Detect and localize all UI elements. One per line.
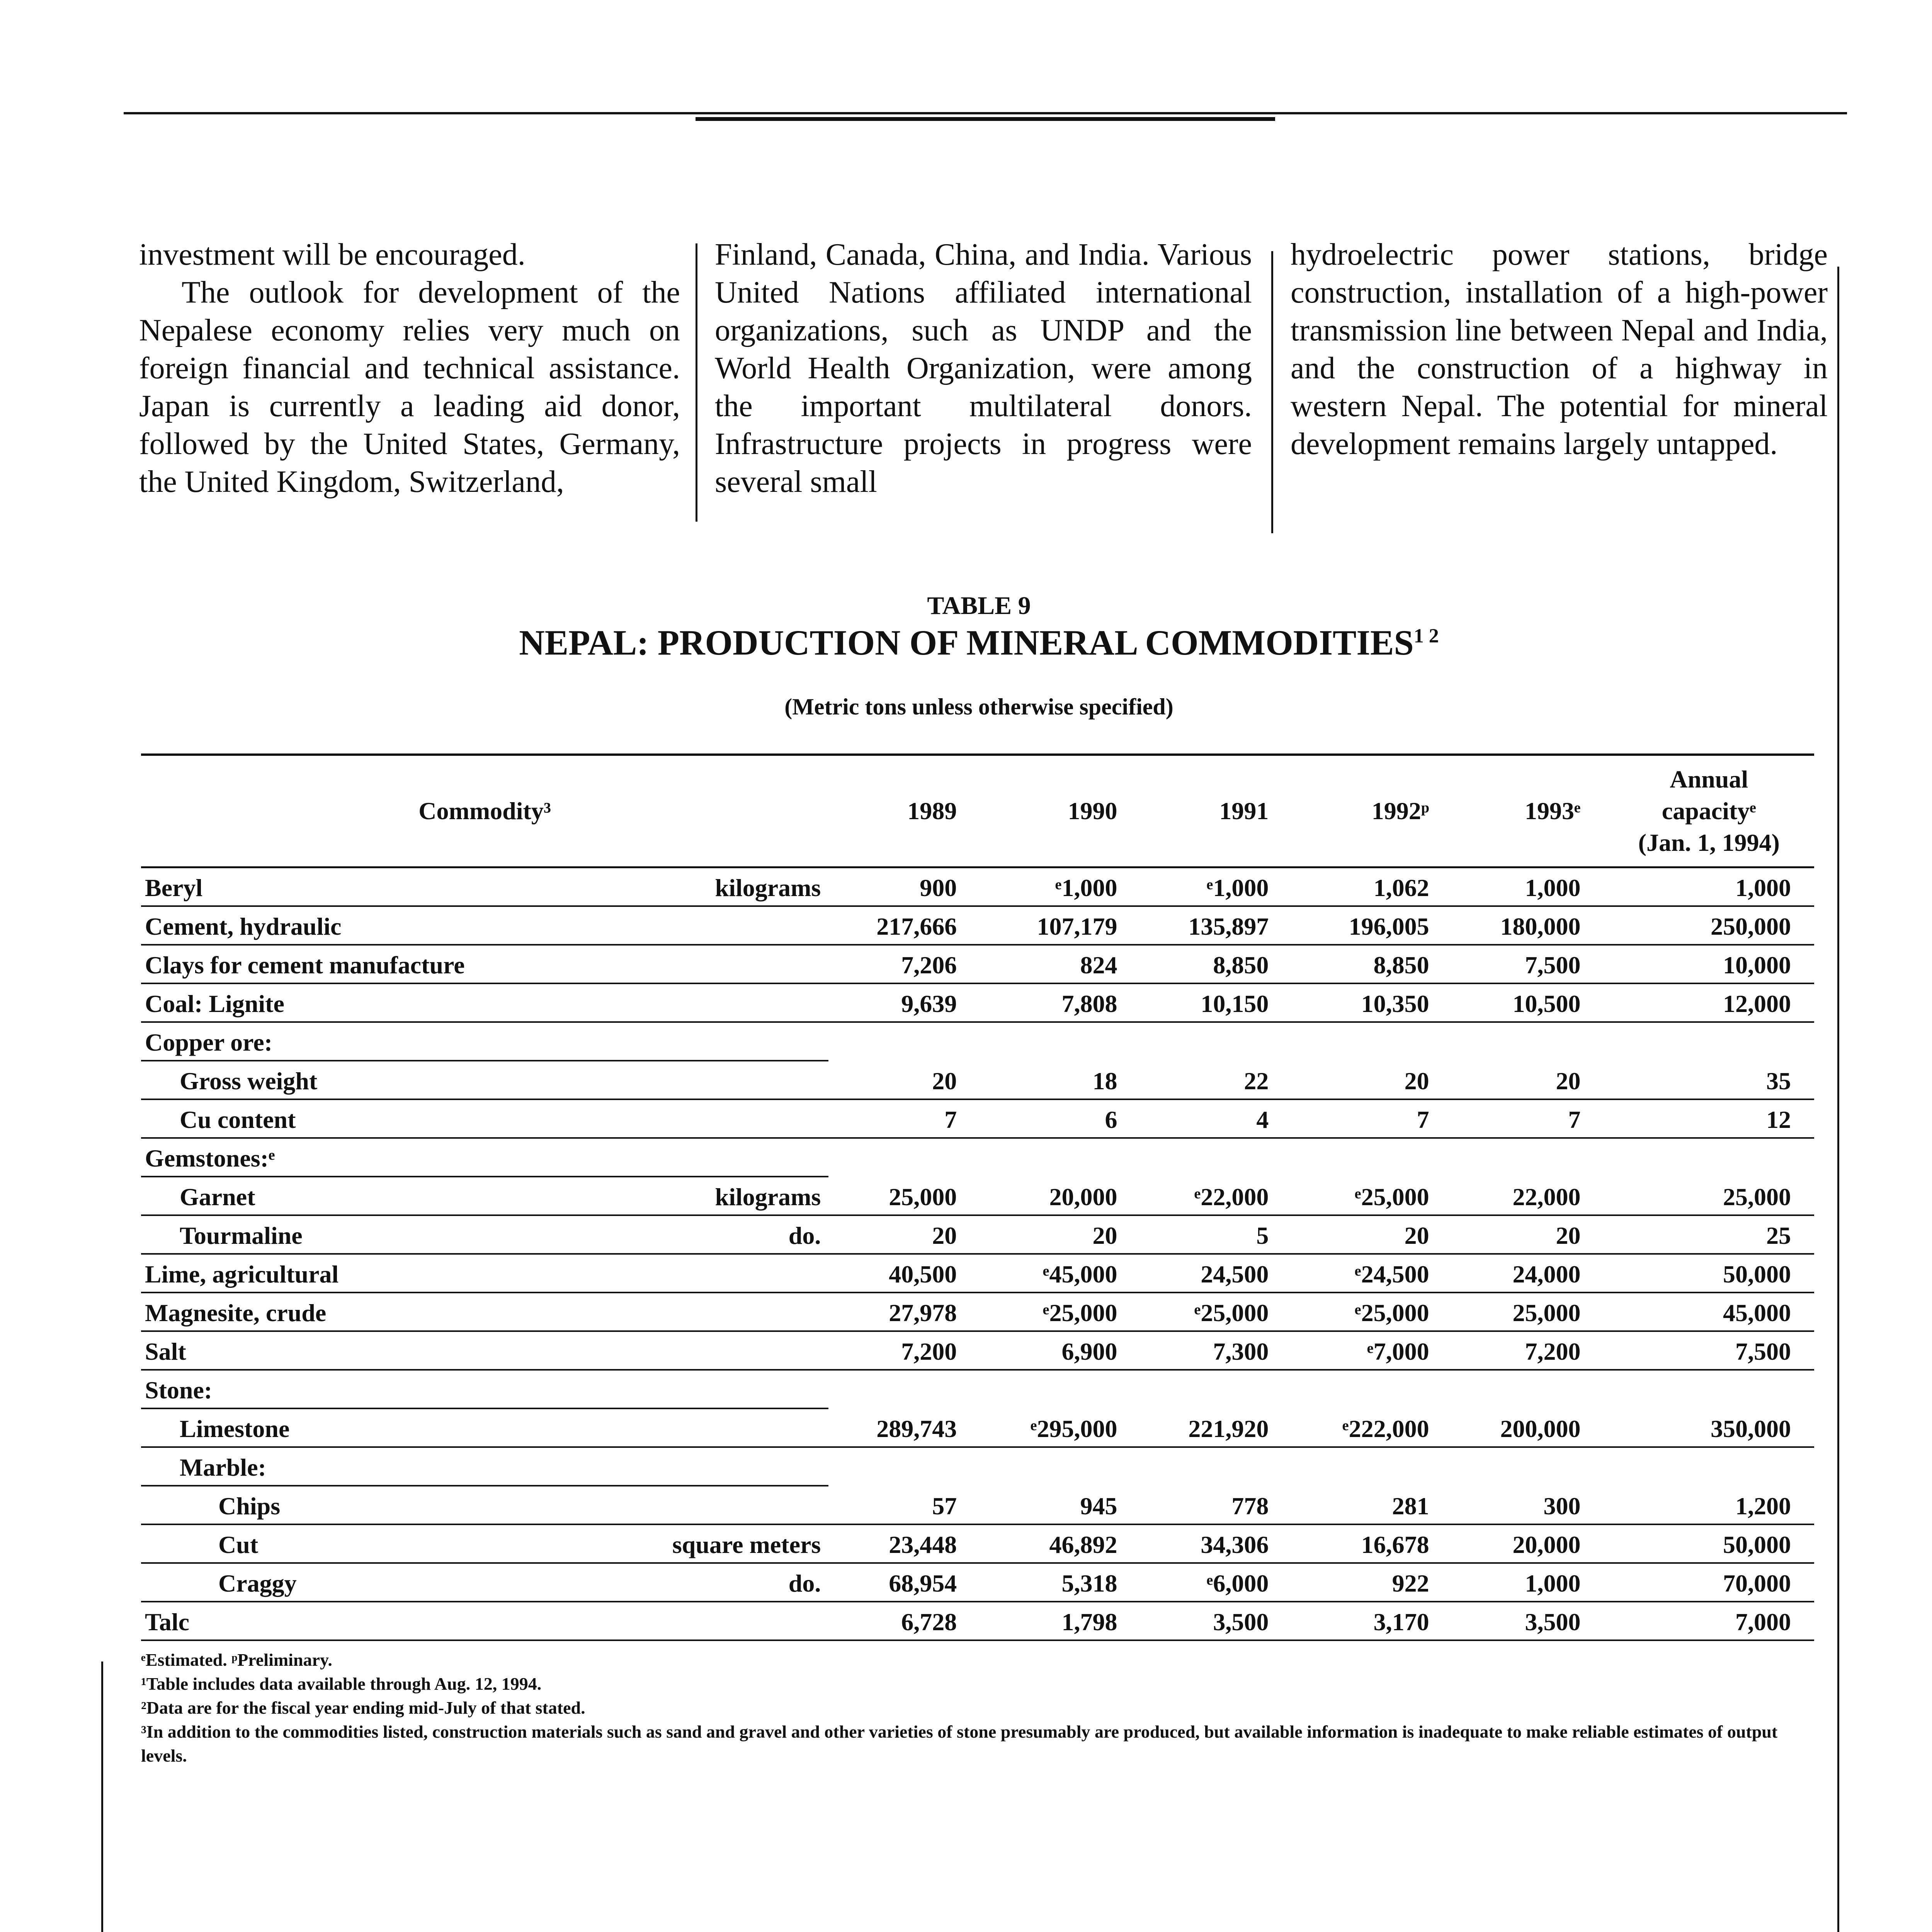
cell-capacity: 250,000: [1604, 906, 1815, 945]
table-number: TABLE 9: [927, 592, 1031, 620]
cell-1989: 23,448: [828, 1524, 980, 1563]
table-row-talc: [141, 1602, 1814, 1640]
cell-1992: ᵉ7,000: [1292, 1331, 1452, 1370]
cell-1991: 10,150: [1140, 983, 1292, 1022]
cell-1990: 824: [980, 945, 1140, 983]
cell-1993: 25,000: [1452, 1293, 1604, 1331]
group-spacer: [828, 1022, 1814, 1061]
cell-1989: 40,500: [828, 1254, 980, 1293]
cell-1992: 8,850: [1292, 945, 1452, 983]
cell-1989: 20: [828, 1061, 980, 1099]
cell-capacity: 10,000: [1604, 945, 1815, 983]
header-1989: 1989: [828, 755, 980, 867]
cell-1990: ᵉ1,000: [980, 867, 1140, 906]
cell-1991: 3,500: [1140, 1602, 1292, 1640]
row-unit: [603, 1331, 828, 1370]
row-name: Talc: [141, 1602, 603, 1640]
cell-1989: 7,206: [828, 945, 980, 983]
header-1992: 1992ᵖ: [1292, 755, 1452, 867]
row-unit: kilograms: [603, 867, 828, 906]
table-row-cut: [141, 1524, 1814, 1563]
cell-1993: 1,000: [1452, 867, 1604, 906]
cell-capacity: 50,000: [1604, 1524, 1815, 1563]
row-name: Cut: [141, 1524, 603, 1563]
cell-1989: 7: [828, 1099, 980, 1138]
cell-1993: 7,200: [1452, 1331, 1604, 1370]
cell-1989: 27,978: [828, 1293, 980, 1331]
cell-1992: ᵉ222,000: [1292, 1408, 1452, 1447]
cell-1989: 7,200: [828, 1331, 980, 1370]
cell-1993: 24,000: [1452, 1254, 1604, 1293]
table-row-gross-weight: [141, 1061, 1814, 1099]
cell-1990: 6,900: [980, 1331, 1140, 1370]
row-name: Craggy: [141, 1563, 603, 1602]
row-name: Cement, hydraulic: [141, 906, 603, 945]
column-divider: [1271, 251, 1273, 533]
row-unit: [603, 1099, 828, 1138]
row-unit: [603, 1486, 828, 1524]
table-header-row: [141, 755, 1814, 867]
cell-1992: ᵉ25,000: [1292, 1177, 1452, 1215]
row-unit: [603, 906, 828, 945]
cell-capacity: 350,000: [1604, 1408, 1815, 1447]
row-name: Clays for cement manufacture: [141, 945, 603, 983]
cell-1991: 8,850: [1140, 945, 1292, 983]
table-group-marble: [141, 1447, 1814, 1486]
table-row-cu-content: [141, 1099, 1814, 1138]
row-name: Gross weight: [141, 1061, 603, 1099]
row-unit: [603, 1254, 828, 1293]
group-name: Marble:: [141, 1447, 828, 1486]
header-commodity: Commodity³: [141, 755, 828, 867]
cell-1991: ᵉ1,000: [1140, 867, 1292, 906]
cell-1992: 3,170: [1292, 1602, 1452, 1640]
cell-1992: 196,005: [1292, 906, 1452, 945]
row-unit: [603, 1061, 828, 1099]
cell-1992: 7: [1292, 1099, 1452, 1138]
row-name: Magnesite, crude: [141, 1293, 603, 1331]
row-unit: do.: [603, 1563, 828, 1602]
cell-1993: 7: [1452, 1099, 1604, 1138]
row-unit: [603, 983, 828, 1022]
table-row-salt: [141, 1331, 1814, 1370]
cell-1991: 5: [1140, 1215, 1292, 1254]
header-1993: 1993ᵉ: [1452, 755, 1604, 867]
cell-capacity: 7,000: [1604, 1602, 1815, 1640]
table-row-craggy: [141, 1563, 1814, 1602]
footnote: ²Data are for the fiscal year ending mid-July of that stated.: [141, 1698, 585, 1718]
paragraph: The outlook for development of the Nepalese economy relies very much on foreign financial and technical assistance. Japan is currently a leading aid donor, followed by the United States, Germany, the United Kingdom, Switzerland,: [139, 276, 680, 499]
table-row-garnet: [141, 1177, 1814, 1215]
cell-1992: 20: [1292, 1215, 1452, 1254]
cell-1990: 945: [980, 1486, 1140, 1524]
row-name: Salt: [141, 1331, 603, 1370]
top-rule-accent: [696, 117, 1275, 121]
cell-1991: 34,306: [1140, 1524, 1292, 1563]
footnote: ¹Table includes data available through Aug. 12, 1994.: [141, 1674, 542, 1694]
table-title: [0, 622, 1932, 663]
text-column-1: [139, 236, 680, 501]
cell-1989: 217,666: [828, 906, 980, 945]
cell-1993: 22,000: [1452, 1177, 1604, 1215]
row-name: Coal: Lignite: [141, 983, 603, 1022]
row-name: Beryl: [141, 867, 603, 906]
table-group-stone: [141, 1370, 1814, 1408]
cell-capacity: 12: [1604, 1099, 1815, 1138]
cell-1993: 20,000: [1452, 1524, 1604, 1563]
cell-1993: 10,500: [1452, 983, 1604, 1022]
cell-1993: 180,000: [1452, 906, 1604, 945]
cell-1989: 57: [828, 1486, 980, 1524]
cell-1990: ᵉ45,000: [980, 1254, 1140, 1293]
table-title-footnote-refs: 1 2: [1413, 625, 1439, 647]
cell-1990: 18: [980, 1061, 1140, 1099]
cell-capacity: 25: [1604, 1215, 1815, 1254]
cell-1992: ᵉ24,500: [1292, 1254, 1452, 1293]
row-name: Garnet: [141, 1177, 603, 1215]
cell-1989: 900: [828, 867, 980, 906]
header-annual-capacity: [1604, 755, 1815, 867]
cell-capacity: 35: [1604, 1061, 1815, 1099]
cell-1991: 7,300: [1140, 1331, 1292, 1370]
cell-capacity: 25,000: [1604, 1177, 1815, 1215]
text-column-2: [715, 236, 1252, 501]
table-row-chips: [141, 1486, 1814, 1524]
row-name: Tourmaline: [141, 1215, 603, 1254]
table-row-beryl: [141, 867, 1814, 906]
cell-1993: 3,500: [1452, 1602, 1604, 1640]
cell-1989: 289,743: [828, 1408, 980, 1447]
cell-1992: 281: [1292, 1486, 1452, 1524]
header-capacity-line1: Annual: [1670, 765, 1748, 793]
cell-1990: 1,798: [980, 1602, 1140, 1640]
cell-1993: 7,500: [1452, 945, 1604, 983]
group-name: Gemstones:ᵉ: [141, 1138, 828, 1177]
row-unit: [603, 1602, 828, 1640]
cell-1989: 20: [828, 1215, 980, 1254]
group-spacer: [828, 1138, 1814, 1177]
column-divider: [696, 243, 697, 522]
cell-1993: 20: [1452, 1215, 1604, 1254]
cell-1991: ᵉ22,000: [1140, 1177, 1292, 1215]
text-column-3: [1291, 236, 1828, 463]
table-group-copper-ore: [141, 1022, 1814, 1061]
row-unit: kilograms: [603, 1177, 828, 1215]
header-1991: 1991: [1140, 755, 1292, 867]
row-unit: [603, 1408, 828, 1447]
cell-1991: ᵉ25,000: [1140, 1293, 1292, 1331]
group-name: Stone:: [141, 1370, 828, 1408]
cell-1993: 1,000: [1452, 1563, 1604, 1602]
table-group-gemstones: [141, 1138, 1814, 1177]
group-spacer: [828, 1447, 1814, 1486]
cell-1990: 107,179: [980, 906, 1140, 945]
row-unit: [603, 945, 828, 983]
row-name: Limestone: [141, 1408, 603, 1447]
cell-1991: ᵉ6,000: [1140, 1563, 1292, 1602]
table-title-text: NEPAL: PRODUCTION OF MINERAL COMMODITIES: [519, 623, 1414, 662]
left-margin-rule: [101, 1662, 103, 1932]
group-spacer: [828, 1370, 1814, 1408]
row-unit: [603, 1293, 828, 1331]
header-capacity-line3: (Jan. 1, 1994): [1638, 829, 1780, 856]
cell-1990: 6: [980, 1099, 1140, 1138]
table-row-coal-lignite: [141, 983, 1814, 1022]
cell-1992: 20: [1292, 1061, 1452, 1099]
cell-1991: 24,500: [1140, 1254, 1292, 1293]
cell-1993: 20: [1452, 1061, 1604, 1099]
paragraph: investment will be encouraged.: [139, 238, 526, 272]
cell-1989: 68,954: [828, 1563, 980, 1602]
production-table: [141, 753, 1814, 1641]
row-unit: do.: [603, 1215, 828, 1254]
cell-1993: 300: [1452, 1486, 1604, 1524]
right-margin-rule: [1837, 267, 1839, 1932]
cell-1990: ᵉ25,000: [980, 1293, 1140, 1331]
cell-1992: 16,678: [1292, 1524, 1452, 1563]
table-row-cement: [141, 906, 1814, 945]
cell-1989: 9,639: [828, 983, 980, 1022]
row-name: Cu content: [141, 1099, 603, 1138]
cell-1991: 778: [1140, 1486, 1292, 1524]
cell-1990: 20,000: [980, 1177, 1140, 1215]
footnote: ᵉEstimated. ᵖPreliminary.: [141, 1650, 332, 1670]
cell-capacity: 70,000: [1604, 1563, 1815, 1602]
cell-1992: 1,062: [1292, 867, 1452, 906]
paragraph: Finland, Canada, China, and India. Various United Nations affiliated international organizations, such as UNDP and the World Health Organization, were among the important multilateral donors. Infrastructure projects in progress were several small: [715, 238, 1252, 499]
table-row-limestone: [141, 1408, 1814, 1447]
cell-1992: 922: [1292, 1563, 1452, 1602]
row-unit: square meters: [603, 1524, 828, 1563]
row-name: Lime, agricultural: [141, 1254, 603, 1293]
cell-1990: 5,318: [980, 1563, 1140, 1602]
cell-capacity: 1,000: [1604, 867, 1815, 906]
table-row-lime: [141, 1254, 1814, 1293]
cell-1990: ᵉ295,000: [980, 1408, 1140, 1447]
cell-1991: 221,920: [1140, 1408, 1292, 1447]
cell-1989: 6,728: [828, 1602, 980, 1640]
cell-1992: 10,350: [1292, 983, 1452, 1022]
cell-1991: 4: [1140, 1099, 1292, 1138]
top-rule: [124, 112, 1847, 114]
cell-1993: 200,000: [1452, 1408, 1604, 1447]
table-row-magnesite: [141, 1293, 1814, 1331]
cell-capacity: 50,000: [1604, 1254, 1815, 1293]
cell-1990: 20: [980, 1215, 1140, 1254]
footnote: ³In addition to the commodities listed, construction materials such as sand and gravel and other varieties of stone presumably are produced, but available information is inadequate to make reliable estimates of output levels.: [141, 1722, 1778, 1765]
header-1990: 1990: [980, 755, 1140, 867]
table-footnotes: [141, 1648, 1814, 1768]
cell-1992: ᵉ25,000: [1292, 1293, 1452, 1331]
cell-1990: 46,892: [980, 1524, 1140, 1563]
cell-1991: 135,897: [1140, 906, 1292, 945]
row-name: Chips: [141, 1486, 603, 1524]
cell-1989: 25,000: [828, 1177, 980, 1215]
cell-1990: 7,808: [980, 983, 1140, 1022]
table-units-note: (Metric tons unless otherwise specified): [784, 694, 1173, 719]
header-capacity-line2: capacityᵉ: [1662, 797, 1756, 825]
table-row-tourmaline: [141, 1215, 1814, 1254]
cell-capacity: 45,000: [1604, 1293, 1815, 1331]
table-row-clays: [141, 945, 1814, 983]
cell-capacity: 1,200: [1604, 1486, 1815, 1524]
group-name: Copper ore:: [141, 1022, 828, 1061]
cell-capacity: 12,000: [1604, 983, 1815, 1022]
cell-capacity: 7,500: [1604, 1331, 1815, 1370]
paragraph: hydroelectric power stations, bridge construction, installation of a high-power transmission line between Nepal and India, and the construction of a highway in western Nepal. The potential for mineral development remains largely untapped.: [1291, 238, 1828, 461]
cell-1991: 22: [1140, 1061, 1292, 1099]
